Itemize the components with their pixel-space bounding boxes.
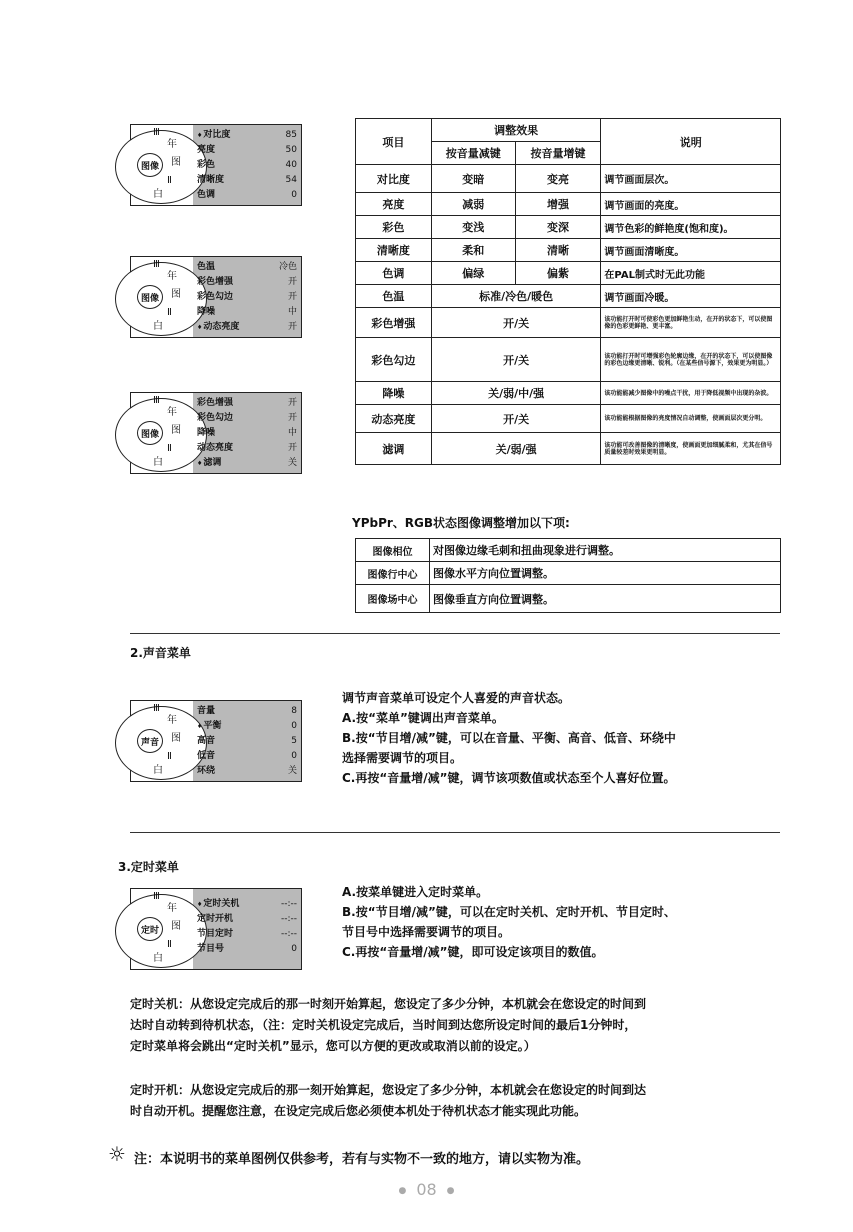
text-line: 定时菜单将会跳出“定时关机”显示，您可以方便的更改或取消以前的设定。） — [130, 1039, 536, 1053]
cell-name: 图像场中心 — [356, 585, 430, 613]
cell-desc: 图像水平方向位置调整。 — [430, 562, 781, 585]
text-line: C.再按“音量增/减”键，调节该项数值或状态至个人喜好位置。 — [342, 771, 676, 785]
header-effect: 调整效果 — [431, 119, 601, 142]
osd-active-item: 图像 — [137, 153, 163, 177]
text-line: 定时关机：从您设定完成后的那一时刻开始算起，您设定了多少分钟，本机就会在您设定的时间到 — [130, 997, 647, 1011]
header-inc: 按音量增键 — [515, 142, 601, 165]
header-dec: 按音量减键 — [431, 142, 515, 165]
osd-row: ♦ 定时关机 --:-- — [197, 897, 297, 912]
cell-item: 降噪 — [356, 382, 432, 405]
osd-icon: 年 — [167, 139, 177, 150]
cell-desc: 调节画面冷暖。 — [601, 285, 781, 308]
osd-row: 亮度 50 — [197, 145, 297, 155]
text-line: 选择需要调节的项目。 — [342, 751, 463, 765]
cell-name: 图像相位 — [356, 539, 430, 562]
cell-item: 彩色 — [356, 216, 432, 239]
osd-icon: Ⅲ — [153, 127, 160, 138]
cell-desc: 调节画面的亮度。 — [601, 193, 781, 216]
table-row — [356, 338, 781, 382]
timer-heading: 3.定时菜单 — [118, 860, 179, 874]
sound-heading: 2.声音菜单 — [130, 646, 191, 660]
osd-row: 彩色勾边 开 — [197, 292, 297, 302]
text-line: 达时自动转到待机状态，（注：定时关机设定完成后，当时间到达您所设定时间的最后1分钟时， — [130, 1018, 637, 1032]
osd-row: ♦ 动态亮度 开 — [197, 320, 297, 335]
dot-icon: ● — [446, 1185, 455, 1196]
osd-active-item: 定时 — [137, 917, 163, 941]
cell-item: 滤调 — [356, 433, 432, 465]
table-row — [356, 285, 781, 308]
cell-item: 亮度 — [356, 193, 432, 216]
osd-icon: Ⅲ — [153, 259, 160, 270]
osd-row: 彩色 40 — [197, 160, 297, 170]
cell-desc: 图像垂直方向位置调整。 — [430, 585, 781, 613]
osd-row: 色温 冷色 — [197, 262, 297, 272]
picture-menu-osd-3 — [130, 392, 302, 474]
cell-value: 关/弱/中/强 — [431, 382, 601, 405]
osd-row: 彩色增强 开 — [197, 398, 297, 408]
cell-dec: 变暗 — [431, 165, 515, 193]
cell-desc: 调节画面层次。 — [601, 165, 781, 193]
cell-desc: 该功能能减少图像中的噪点干扰，用于降低视频中出现的杂波。 — [601, 382, 781, 405]
cell-item: 彩色增强 — [356, 308, 432, 338]
text-line: 时自动开机。提醒您注意，在设定完成后您必须使本机处于待机状态才能实现此功能。 — [130, 1104, 587, 1118]
osd-icon: 图 — [171, 733, 181, 744]
picture-adjust-table — [355, 118, 781, 465]
osd-row: 清晰度 54 — [197, 175, 297, 185]
cell-item: 彩色勾边 — [356, 338, 432, 382]
cell-desc: 对图像边缘毛刺和扭曲现象进行调整。 — [430, 539, 781, 562]
osd-active-item: 图像 — [137, 421, 163, 445]
text-line: 定时开机：从您设定完成后的那一刻开始算起，您设定了多少分钟，本机就会在您设定的时间到达 — [130, 1083, 647, 1097]
cell-inc: 清晰 — [515, 239, 601, 262]
sound-instructions — [342, 688, 782, 788]
table-row — [356, 262, 781, 285]
ypbpr-intro: YPbPr、RGB状态图像调整增加以下项: — [352, 516, 570, 530]
cell-inc: 变深 — [515, 216, 601, 239]
timer-menu-osd — [130, 888, 302, 970]
table-row — [356, 433, 781, 465]
osd-icon: Ⅱ — [167, 939, 172, 950]
osd-row: 彩色勾边 开 — [197, 413, 297, 423]
table-row — [356, 562, 781, 585]
osd-row: 动态亮度 开 — [197, 443, 297, 453]
osd-icon: 年 — [167, 407, 177, 418]
table-row — [356, 216, 781, 239]
text-line: B.按“节目增/减”键，可以在定时关机、定时开机、节目定时、 — [342, 905, 676, 919]
cell-item: 色调 — [356, 262, 432, 285]
osd-active-item: 图像 — [137, 285, 163, 309]
cell-value: 标准/冷色/暖色 — [431, 285, 601, 308]
cell-item: 对比度 — [356, 165, 432, 193]
osd-icon: 年 — [167, 903, 177, 914]
osd-icon: 图 — [171, 425, 181, 436]
table-row — [356, 193, 781, 216]
cell-inc: 偏紫 — [515, 262, 601, 285]
osd-icon: Ⅱ — [167, 175, 172, 186]
picture-menu-osd-2 — [130, 256, 302, 338]
osd-icon: 白 — [153, 765, 163, 776]
osd-icon: Ⅲ — [153, 395, 160, 406]
text-line: A.按菜单键进入定时菜单。 — [342, 885, 489, 899]
cell-item: 动态亮度 — [356, 405, 432, 433]
table-row — [356, 308, 781, 338]
osd-icon: 图 — [171, 289, 181, 300]
cell-value: 开/关 — [431, 338, 601, 382]
cell-desc: 该功能打开时可增强彩色轮廓边缘，在开的状态下，可以使图像的彩色边缘更清晰、锐利。（在某些信号源下，效果更为明显。） — [601, 338, 781, 382]
osd-row: 色调 0 — [197, 190, 297, 200]
sun-icon: ☼ — [108, 1142, 126, 1166]
divider — [130, 633, 780, 634]
page-number — [0, 1180, 853, 1199]
timer-instructions — [342, 882, 782, 962]
ypbpr-table — [355, 538, 781, 613]
osd-row: ♦ 平衡 0 — [197, 719, 297, 734]
cell-value: 关/弱/强 — [431, 433, 601, 465]
text-line: C.再按“音量增/减”键，即可设定该项目的数值。 — [342, 945, 604, 959]
text-line: B.按“节目增/减”键，可以在音量、平衡、高音、低音、环绕中 — [342, 731, 676, 745]
osd-active-item: 声音 — [137, 729, 163, 753]
table-row — [356, 239, 781, 262]
cell-inc: 增强 — [515, 193, 601, 216]
cell-value: 开/关 — [431, 405, 601, 433]
cell-name: 图像行中心 — [356, 562, 430, 585]
text-line: A.按“菜单”键调出声音菜单。 — [342, 711, 504, 725]
dot-icon: ● — [398, 1185, 407, 1196]
osd-icon: 白 — [153, 321, 163, 332]
osd-row: 节目号 0 — [197, 944, 297, 954]
table-row — [356, 382, 781, 405]
osd-row: 降噪 中 — [197, 428, 297, 438]
osd-row: 低音 0 — [197, 751, 297, 761]
cell-dec: 柔和 — [431, 239, 515, 262]
cell-desc: 该功能打开时可使彩色更加鲜艳生动，在开的状态下，可以使图像的色彩更鲜艳、更丰富。 — [601, 308, 781, 338]
table-row — [356, 405, 781, 433]
cell-item: 清晰度 — [356, 239, 432, 262]
text-line: 节目号中选择需要调节的项目。 — [342, 925, 511, 939]
osd-icon: 白 — [153, 457, 163, 468]
sound-menu-osd — [130, 700, 302, 782]
timer-on-paragraph — [130, 1080, 790, 1122]
osd-icon: Ⅲ — [153, 891, 160, 902]
osd-row: ♦ 对比度 85 — [197, 128, 297, 143]
osd-row: ♦ 滤调 关 — [197, 456, 297, 471]
cell-dec: 变浅 — [431, 216, 515, 239]
cell-desc: 该功能可改善图像的清晰度，使画面更加细腻柔和，尤其在信号质量较差时效果更明显。 — [601, 433, 781, 465]
osd-row: 节目定时 --:-- — [197, 929, 297, 939]
divider — [130, 832, 780, 833]
osd-icon: 图 — [171, 921, 181, 932]
picture-menu-osd-1 — [130, 124, 302, 206]
cell-dec: 偏绿 — [431, 262, 515, 285]
header-item: 项目 — [356, 119, 432, 165]
osd-row: 彩色增强 开 — [197, 277, 297, 287]
cell-value: 开/关 — [431, 308, 601, 338]
cell-dec: 减弱 — [431, 193, 515, 216]
osd-icon: Ⅲ — [153, 703, 160, 714]
osd-row: 高音 5 — [197, 736, 297, 746]
osd-row: 降噪 中 — [197, 307, 297, 317]
osd-icon: 白 — [153, 953, 163, 964]
cell-desc: 调节色彩的鲜艳度(饱和度)。 — [601, 216, 781, 239]
osd-icon: 年 — [167, 271, 177, 282]
page-number-value: 08 — [416, 1180, 437, 1199]
osd-icon: 图 — [171, 157, 181, 168]
cell-item: 色温 — [356, 285, 432, 308]
disclaimer-note: 注：本说明书的菜单图例仅供参考，若有与实物不一致的地方，请以实物为准。 — [134, 1152, 590, 1167]
cell-desc: 该功能能根据图像的亮度情况自动调整，使画面层次更分明。 — [601, 405, 781, 433]
text-line: 调节声音菜单可设定个人喜爱的声音状态。 — [342, 691, 571, 705]
osd-icon: 白 — [153, 189, 163, 200]
osd-icon: Ⅱ — [167, 443, 172, 454]
header-desc: 说明 — [601, 119, 781, 165]
cell-inc: 变亮 — [515, 165, 601, 193]
osd-icon: 年 — [167, 715, 177, 726]
table-row — [356, 539, 781, 562]
cell-desc: 在PAL制式时无此功能 — [601, 262, 781, 285]
table-row — [356, 165, 781, 193]
osd-row: 定时开机 --:-- — [197, 914, 297, 924]
timer-off-paragraph — [130, 994, 790, 1057]
osd-icon: Ⅱ — [167, 307, 172, 318]
table-row — [356, 585, 781, 613]
cell-desc: 调节画面清晰度。 — [601, 239, 781, 262]
osd-icon: Ⅱ — [167, 751, 172, 762]
osd-row: 音量 8 — [197, 706, 297, 716]
osd-row: 环绕 关 — [197, 766, 297, 776]
